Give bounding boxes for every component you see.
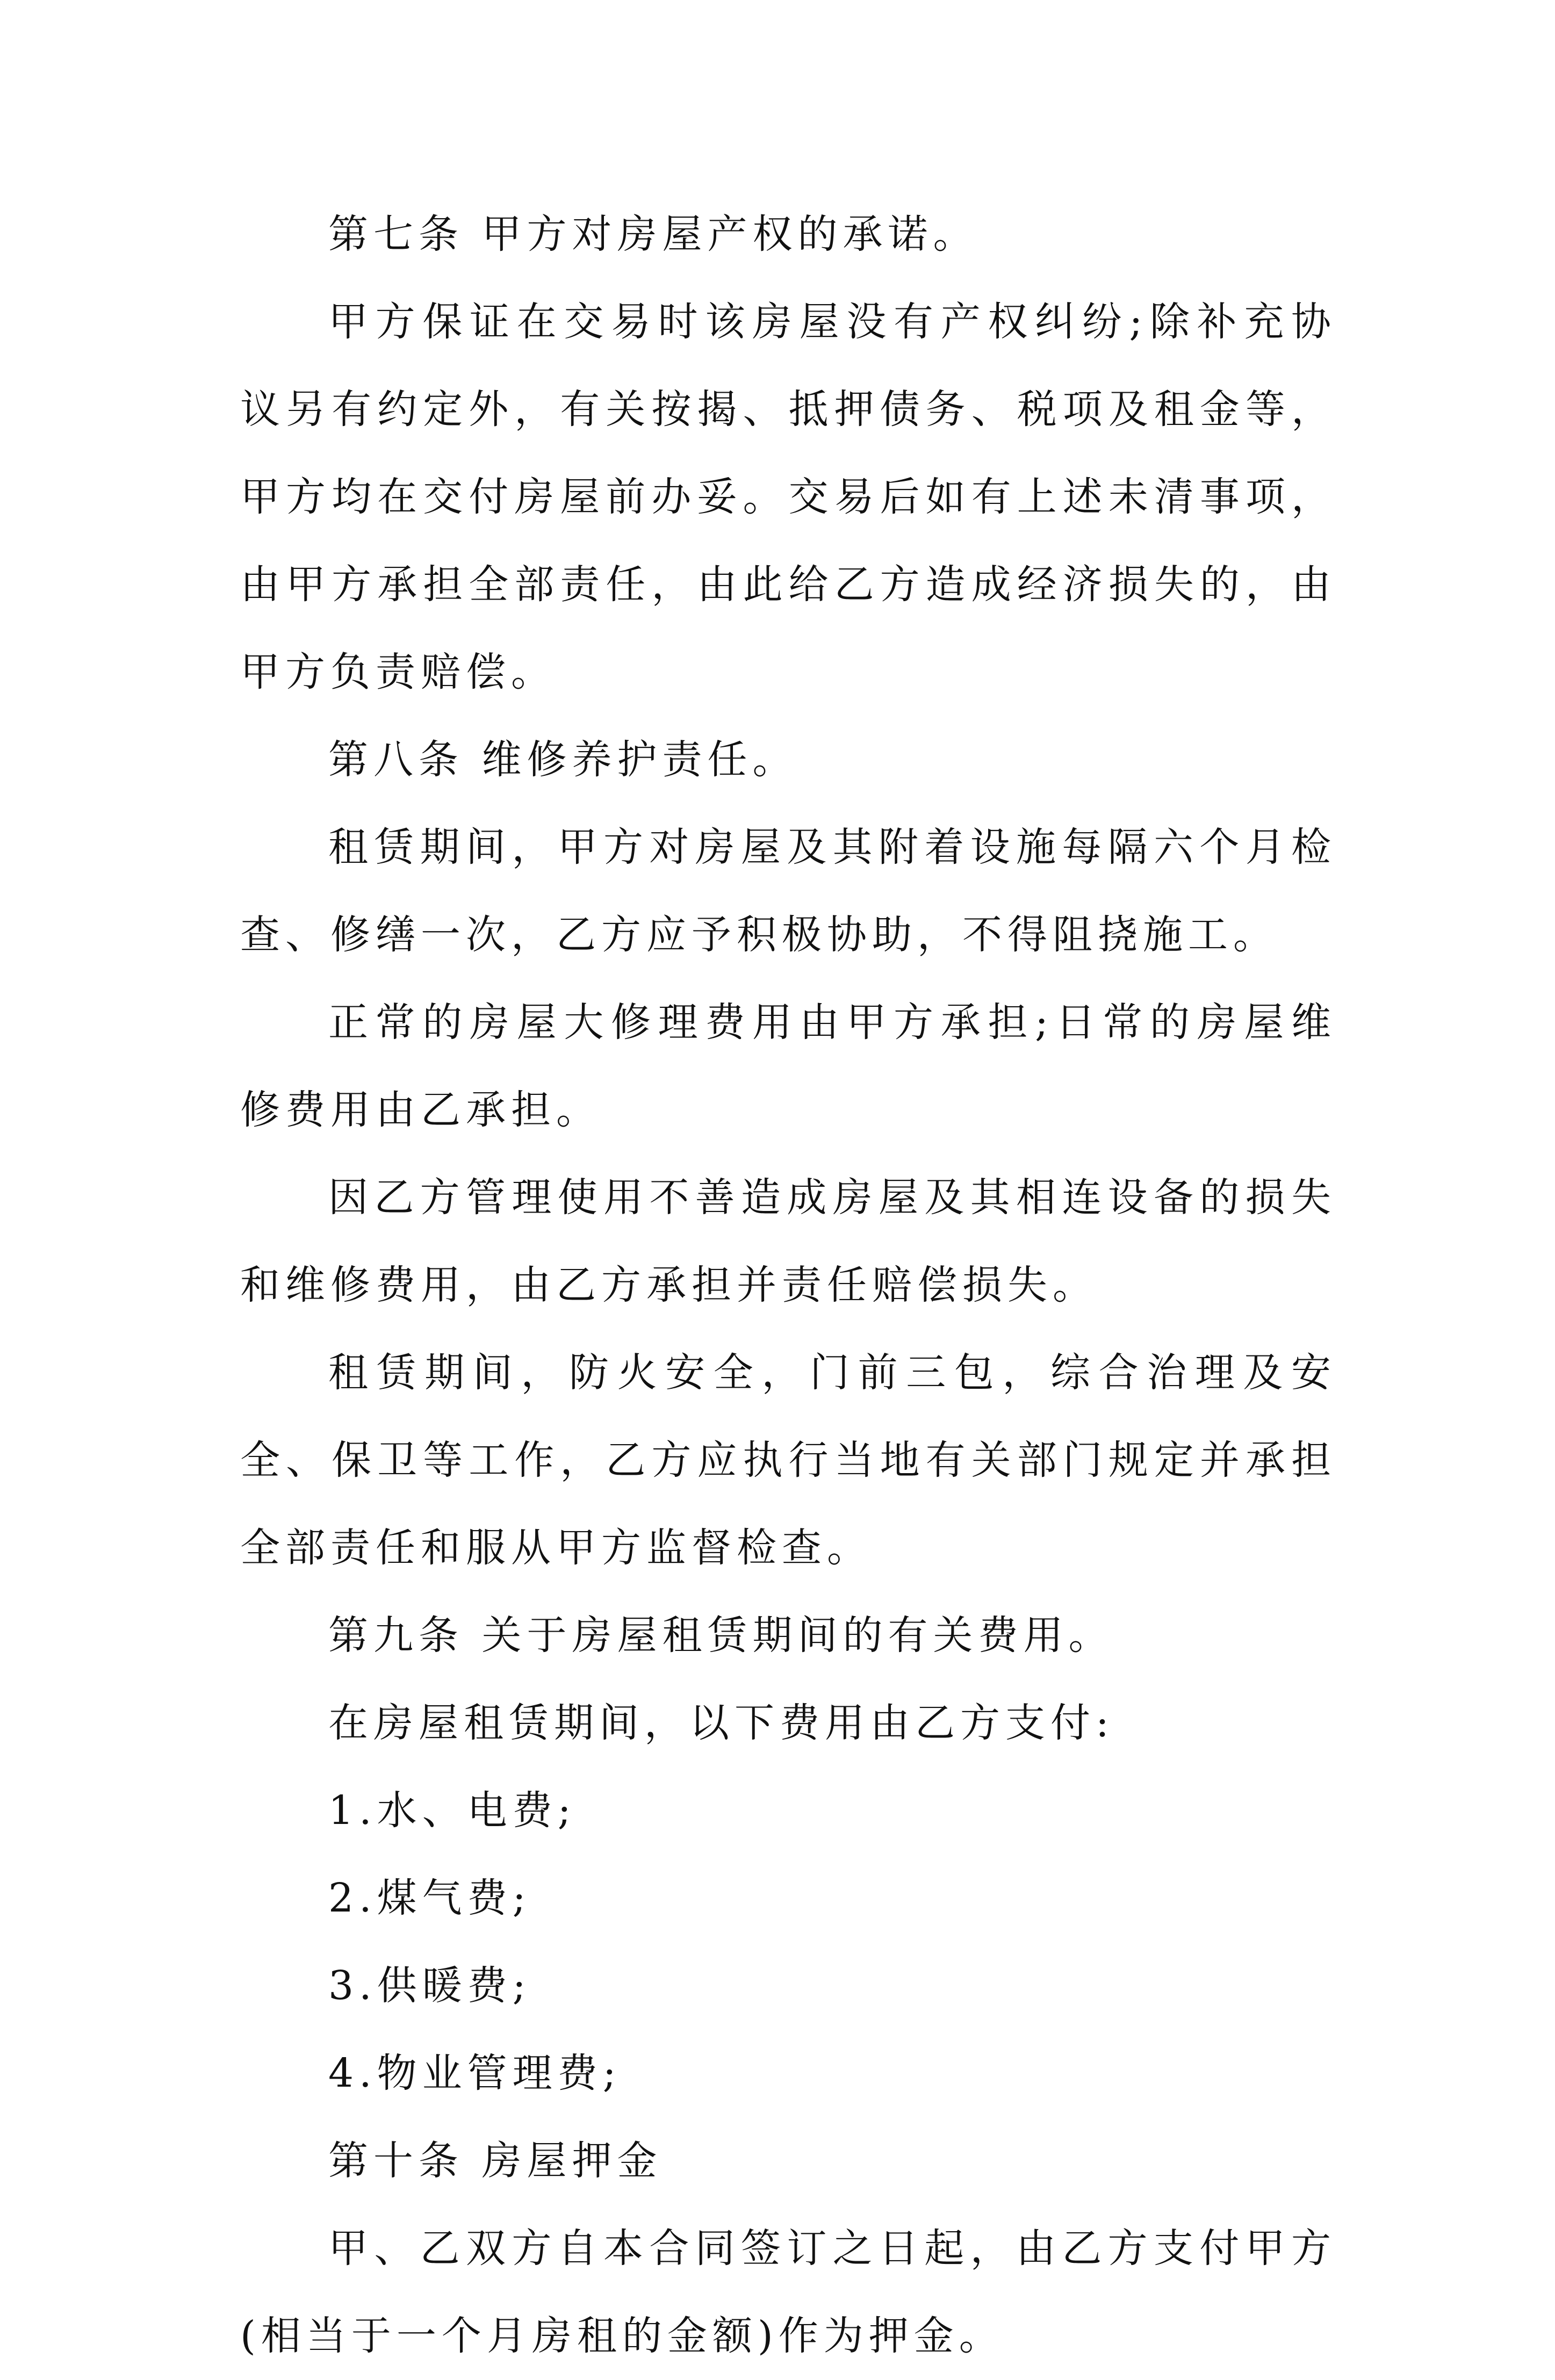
fee-list-item: 2.煤气费; [328, 1875, 531, 1921]
article-8-paragraph-safety: 租赁期间，防火安全，门前三包，综合治理及安全、保卫等工作，乙方应执行当地有关部门规定并承担全部责任和服从甲方监督检查。 [240, 1350, 1336, 1571]
article-8-paragraph-damage: 因乙方管理使用不善造成房屋及其相连设备的损失和维修费用，由乙方承担并责任赔偿损失。 [240, 1174, 1336, 1308]
fee-list-item: 3.供暖费; [328, 1963, 531, 2009]
article-7-paragraph: 甲方保证在交易时该房屋没有产权纠纷;除补充协议另有约定外，有关按揭、抵押债务、税项及租金等，甲方均在交付房屋前办妥。交易后如有上述未清事项，由甲方承担全部责任，由此给乙方造成经济损失的，由甲方负责赔偿。 [240, 299, 1336, 695]
article-8-paragraph-repair-costs: 正常的房屋大修理费用由甲方承担;日常的房屋维修费用由乙承担。 [240, 999, 1336, 1133]
article-10-heading: 第十条 房屋押金 [328, 2138, 663, 2184]
article-8-paragraph-inspection: 租赁期间，甲方对房屋及其附着设施每隔六个月检查、修缮一次，乙方应予积极协助，不得阻挠施工。 [240, 824, 1336, 958]
article-10-paragraph: 甲、乙双方自本合同签订之日起，由乙方支付甲方(相当于一个月房租的金额)作为押金。 [240, 2225, 1336, 2359]
article-7-heading: 第七条 甲方对房屋产权的承诺。 [328, 211, 978, 257]
article-9-heading: 第九条 关于房屋租赁期间的有关费用。 [328, 1612, 1114, 1658]
fee-list-item: 1.水、电费; [328, 1787, 577, 1834]
document-body [240, 191, 1336, 2380]
article-9-intro: 在房屋租赁期间，以下费用由乙方支付: [328, 1700, 1114, 1746]
fee-list-item: 4.物业管理费; [328, 2050, 622, 2096]
article-8-heading: 第八条 维修养护责任。 [328, 737, 798, 783]
